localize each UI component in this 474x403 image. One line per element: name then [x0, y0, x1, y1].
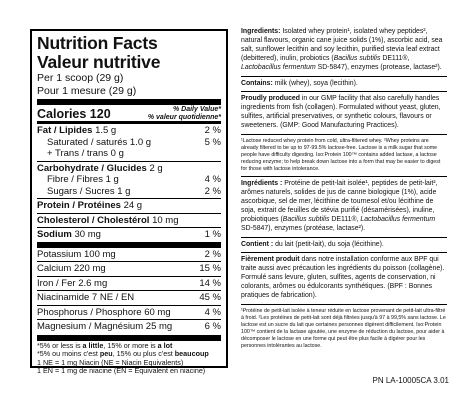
saturated-dv: 5 %	[204, 136, 221, 148]
iron-amount: 2.6 mg	[78, 277, 108, 289]
ingredients-en-label: Ingredients:	[241, 28, 281, 35]
ingredients-fr-species-2: Lactobacillus fermentum	[360, 215, 436, 223]
fibre-dv: 4 %	[204, 174, 221, 185]
protein-label: Protein / Protéines	[37, 200, 121, 211]
cholesterol-label-group	[37, 215, 178, 227]
iron-label: Iron / Fer	[37, 277, 76, 289]
phosphorus-dv: 4 %	[204, 306, 221, 318]
divider	[241, 176, 447, 177]
footnote-line-4: 1 EN = 1 mg de niacine (EN = Équivalent en niacine)	[37, 366, 206, 376]
sugars-dv: 2 %	[204, 185, 221, 197]
divider	[241, 76, 447, 77]
cholesterol-label: Cholesterol / Cholestérol	[37, 214, 150, 226]
divider	[241, 252, 447, 253]
calcium-dv: 15 %	[199, 263, 221, 274]
row-fibre	[37, 174, 221, 186]
footnote-bold: beaucoup	[174, 349, 209, 359]
footnote-text: , 15% or more is	[103, 340, 158, 350]
sugars-label-group	[47, 186, 130, 198]
ingredients-en-species-2: Lactobacillus fermentum	[241, 63, 316, 71]
footnote-bold: a lot	[157, 340, 173, 350]
potassium-label-group	[37, 249, 116, 261]
daily-value-header	[148, 106, 221, 121]
fat-dv: 2 %	[204, 125, 221, 136]
footnote-bold: a little	[82, 340, 104, 350]
trans-label-group	[47, 148, 124, 160]
facility-en	[241, 95, 447, 131]
serving-size-fr: Pour 1 mesure (29 g)	[37, 84, 137, 97]
trans-label: + Trans / trans	[47, 148, 108, 159]
dv-header-en: % Daily Value*	[173, 106, 221, 113]
ingredients-en-species-1: Bacillus subtilis	[333, 54, 381, 62]
contains-en	[241, 80, 447, 89]
row-calcium	[37, 262, 221, 276]
phosphorus-label: Phosphorus / Phosphore	[37, 306, 142, 318]
saturated-amount: 1.0 g	[129, 136, 152, 148]
part-number: PN LA-10005CA 3.01	[372, 376, 449, 385]
nutrition-title-en: Nutrition Facts	[37, 33, 158, 53]
ingredients-fr-text: Protéine de petit-lait isolée¹, peptides de petit-lait², arômes naturels, solides de jus de canne biologique (1%), acide ascorbique, sel de mer, lécithine de tournesol et/ou lécithine de soja, extrait de feuilles de stévia purifié (désamérisées), inuline, probiotiques (	[241, 180, 438, 223]
carb-amount: 2 g	[149, 162, 163, 174]
facility-fr	[241, 256, 447, 301]
footnote-bold: peu	[99, 349, 113, 359]
lactose-note-fr: ¹Protéine de petit-lait isolée à teneur réduite en lactose provenant de petit-lait ultra-filtré à froid. ²Les protéines de petit-lait sont déjà filtrées jusqu'à 97 à 99,5% sans lactose. Le lactose est un sucre du lait que certaines personnes digèrent difficilement. Iso:Protein 100™ contient de la lactase ajoutée, une enzyme de réduction du lactose, pour aider à décomposer le lactose en une forme qui peut être plus facile à digérer pour les personnes intolérantes au lactose.	[241, 307, 446, 349]
calories-label: Calories 120	[37, 107, 111, 121]
calories-row	[37, 105, 221, 121]
row-niacinamide	[37, 291, 221, 305]
contains-fr-text: du lait (petit-lait), du soja (lécithine).	[273, 240, 384, 248]
ingredients-fr-label: Ingrédients :	[241, 180, 283, 188]
carb-label: Carbohydrate / Glucides	[37, 162, 147, 174]
sugars-amount: 1 g	[117, 185, 131, 197]
row-cholesterol	[37, 214, 221, 228]
contains-en-label: Contains:	[241, 79, 273, 87]
row-sugars	[37, 186, 221, 198]
row-fat	[37, 125, 221, 137]
ingredients-fr-text-end: SD-5847), enzymes (protéase, lactase²).	[241, 224, 366, 232]
ingredients-en-text-mid: DE111®,	[380, 54, 410, 62]
ingredients-en-text: Isolated whey protein¹, isolated whey peptides², natural flavours, organic cane juice solids (1%), ascorbic acid, sea salt, sunflower lecithin and soy lecithin, purified stevia leaf extract (debittered), inulin, probiotics (	[241, 28, 443, 62]
row-phosphorus	[37, 306, 221, 320]
row-saturated	[37, 137, 221, 149]
contains-en-text: milk (whey), soya (lecithin).	[272, 79, 358, 87]
facility-en-lead: Proudly produced	[241, 95, 300, 103]
magnesium-label-group	[37, 321, 172, 333]
fibre-label: Fibre / Fibres	[47, 174, 103, 185]
fibre-amount: 1 g	[105, 174, 119, 185]
facility-fr-lead: Fièrement produit	[241, 256, 300, 264]
nutrition-facts-panel	[30, 29, 228, 376]
row-carb	[37, 163, 221, 175]
potassium-amount: 100 mg	[84, 248, 116, 260]
divider	[241, 304, 447, 305]
calcium-label-group	[37, 263, 106, 275]
row-sodium	[37, 228, 221, 242]
fat-label-group	[37, 125, 116, 137]
potassium-dv: 2 %	[204, 248, 221, 260]
sodium-label: Sodium	[37, 229, 72, 240]
potassium-label: Potassium	[37, 248, 82, 260]
calcium-label: Calcium	[37, 263, 72, 274]
ingredients-en-text-end: SD-5847), enzymes (protease, lactase²).	[315, 63, 442, 71]
protein-label-group	[37, 200, 142, 212]
saturated-label: Saturated / saturés	[47, 136, 128, 148]
facility-fr-text: dans notre installation conforme aux BPF qui traite aussi avec précaution les ingrédients du poisson (collagène). Formulé sans levure, gluten, sulfites, agents de conservation, ni colorants, arômes ou édulcorants synthétiques. (BPF : Bonnes pratiques de fabrication).	[241, 256, 445, 300]
footnote-text: , 15% ou plus c'est	[112, 349, 175, 359]
ingredients-en	[241, 28, 447, 73]
divider	[241, 134, 447, 135]
fat-block	[37, 124, 221, 161]
fibre-label-group	[47, 174, 119, 186]
row-protein	[37, 199, 221, 213]
nutrition-title-fr: Valeur nutritive	[37, 52, 161, 72]
serving-size-en: Per 1 scoop (29 g)	[37, 72, 124, 84]
iron-dv: 14 %	[199, 277, 221, 289]
niacinamide-label-group	[37, 292, 134, 304]
sugars-label: Sugars / Sucres	[47, 185, 115, 197]
nutrition-footnote	[37, 342, 221, 376]
divider	[241, 91, 447, 92]
protein-amount: 24 g	[123, 200, 143, 211]
ingredients-fr-species-1: Bacillus subtilis	[282, 215, 330, 223]
calcium-amount: 220 mg	[73, 263, 106, 274]
sodium-dv: 1 %	[204, 229, 221, 240]
ingredients-column	[241, 28, 447, 350]
magnesium-amount: 25 mg	[145, 321, 173, 332]
footnote-text: *5% or less is	[37, 340, 83, 350]
cholesterol-amount: 10 mg	[152, 214, 179, 226]
lactose-note-en: ¹Lactose reduced whey protein from cold, ultra-filtered whey. ²Whey proteins are already filtered to be up to 97-99.5% lactose-free. Lactose is a milk sugar that some people have difficulty digesting. Iso:Protein 100™ contains added lactase, a lactose reducing enzyme; to help break down lactose into a form that may be easier to digest for those with lactose intolerance.	[241, 138, 441, 173]
divider	[241, 237, 447, 238]
ingredients-fr-text-mid: DE111®,	[329, 215, 361, 223]
niacinamide-dv: 45 %	[199, 292, 221, 303]
carb-block	[37, 162, 221, 199]
contains-fr	[241, 241, 447, 250]
contains-fr-label: Contient :	[241, 240, 274, 248]
phosphorus-amount: 60 mg	[144, 306, 171, 318]
row-trans	[37, 148, 221, 160]
magnesium-dv: 6 %	[204, 321, 221, 332]
facility-en-text: in our GMP facility that also carefully handles ingredients from fish (collagen). Formulated without yeast, gluten, sulfites, artificial preservatives, or synthetic colours, flavours or sweeteners. (GMP: Good Manufacturing Practices).	[241, 95, 441, 130]
footnote-text: *5% ou moins c'est	[37, 349, 100, 359]
carb-label-group	[37, 163, 163, 175]
ingredients-fr	[241, 180, 447, 233]
sodium-amount: 30 mg	[74, 229, 101, 240]
saturated-label-group	[47, 137, 151, 149]
sodium-label-group	[37, 229, 101, 241]
footnote-line-3: 1 NE = 1 mg Niacin (NE = Niacin Equivalents)	[37, 357, 184, 367]
magnesium-label: Magnesium / Magnésium	[37, 321, 144, 332]
row-magnesium	[37, 320, 221, 334]
fat-label: Fat / Lipides	[37, 125, 93, 136]
niacinamide-amount: 7 NE / EN	[91, 292, 135, 303]
row-potassium	[37, 248, 221, 262]
dv-header-fr: % valeur quotidienne*	[147, 113, 221, 121]
iron-label-group	[37, 278, 107, 290]
phosphorus-label-group	[37, 307, 171, 319]
row-iron	[37, 277, 221, 291]
fat-amount: 1.5 g	[95, 125, 117, 136]
trans-amount: 0 g	[110, 148, 124, 159]
niacinamide-label: Niacinamide	[37, 292, 90, 303]
